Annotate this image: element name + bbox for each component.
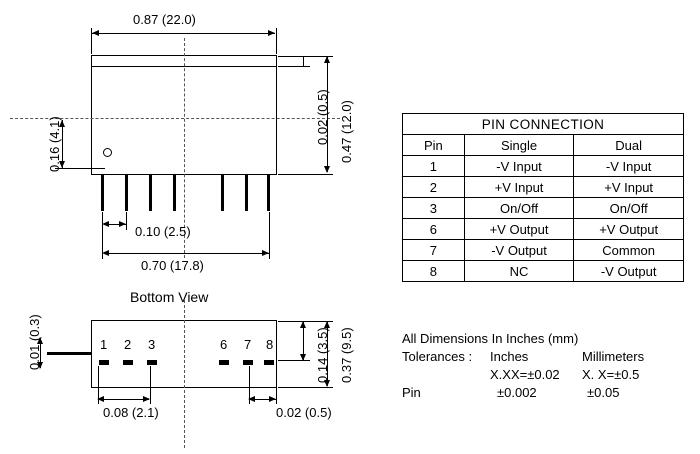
span-ext-left bbox=[102, 212, 103, 259]
bottom-pin-label-3: 3 bbox=[148, 337, 156, 352]
top-width-arrow-right bbox=[268, 30, 275, 36]
pin-thick-arrow-right bbox=[269, 396, 276, 402]
inner-dim-line bbox=[303, 56, 304, 66]
pin-number: 3 bbox=[403, 198, 465, 219]
height-dim-label: 0.47 (12.0) bbox=[339, 100, 354, 163]
pin-single: -V Input bbox=[464, 156, 574, 177]
table-row bbox=[403, 177, 684, 198]
notes-pin-inches-tolerance: ±0.002 bbox=[497, 385, 537, 400]
notes-inches-header: Inches bbox=[490, 349, 529, 364]
top-view-pin-7 bbox=[245, 175, 248, 211]
pin-width-ext-right bbox=[150, 366, 151, 404]
top-width-dim-line bbox=[92, 33, 275, 34]
height-dim-ext-top bbox=[278, 56, 333, 57]
pin-dual: On/Off bbox=[574, 198, 684, 219]
bottom-inner-arrow-up bbox=[300, 321, 306, 328]
pin-single: NC bbox=[464, 261, 574, 282]
notes-tolerances-label: Tolerances : bbox=[402, 349, 473, 364]
pin-dual: -V Output bbox=[574, 261, 684, 282]
top-width-dim-label: 0.87 (22.0) bbox=[133, 12, 196, 27]
pin-number: 6 bbox=[403, 219, 465, 240]
bottom-view-pin-1 bbox=[99, 360, 109, 365]
bottom-pin-label-8: 8 bbox=[266, 337, 274, 352]
table-row bbox=[403, 240, 684, 261]
pin-thick-ext-right bbox=[276, 366, 277, 404]
bottom-view-plate bbox=[47, 352, 91, 355]
span-ext-right bbox=[269, 212, 270, 259]
pin-single: +V Output bbox=[464, 219, 574, 240]
inner-dim-ext bbox=[278, 66, 310, 67]
bottom-height-label: 0.37 (9.5) bbox=[339, 327, 354, 383]
bottom-view-pin-7 bbox=[243, 360, 253, 365]
pin-table-col-pin: Pin bbox=[403, 135, 465, 156]
bottom-view-label: Bottom View bbox=[130, 289, 209, 305]
notes-pin-mm-tolerance: ±0.05 bbox=[587, 385, 620, 400]
pin-width-ext-left bbox=[98, 366, 99, 404]
pin-number: 1 bbox=[403, 156, 465, 177]
bottom-view-pin-8 bbox=[264, 360, 274, 365]
pin-dual: Common bbox=[574, 240, 684, 261]
bottom-inner-label: 0.14 (3.5) bbox=[315, 327, 330, 383]
top-width-ext-right bbox=[276, 28, 277, 54]
table-row bbox=[403, 156, 684, 177]
bottom-pin-label-7: 7 bbox=[244, 337, 252, 352]
bottom-height-ext-bottom bbox=[278, 387, 333, 388]
bottom-pin-label-1: 1 bbox=[100, 337, 108, 352]
pitch-arrow-left bbox=[102, 221, 109, 227]
top-view-pin-2 bbox=[125, 175, 128, 211]
notes-mm-header: Millimeters bbox=[582, 349, 645, 364]
notes-line-1: All Dimensions In Inches (mm) bbox=[402, 331, 579, 346]
notes-pin-label: Pin bbox=[402, 385, 421, 400]
pin-thick-ext-left bbox=[249, 366, 250, 404]
plate-thickness-label: 0.01 (0.3) bbox=[27, 314, 42, 370]
left-dim-label: 0.16 (4.1) bbox=[47, 116, 62, 172]
top-view-pin-8 bbox=[267, 175, 270, 211]
top-view-pin-1 bbox=[101, 175, 104, 211]
pin-number: 8 bbox=[403, 261, 465, 282]
table-row bbox=[403, 261, 684, 282]
pin-width-dim-line bbox=[99, 399, 149, 400]
span-dim-label: 0.70 (17.8) bbox=[141, 258, 204, 273]
pin-number: 2 bbox=[403, 177, 465, 198]
table-row bbox=[403, 198, 684, 219]
span-dim-line bbox=[104, 253, 270, 254]
height-dim-arrow-up bbox=[324, 56, 330, 63]
pitch-ext-right bbox=[126, 212, 127, 230]
pin-dual: +V Input bbox=[574, 177, 684, 198]
span-arrow-right bbox=[262, 250, 269, 256]
pin-table-col-dual: Dual bbox=[574, 135, 684, 156]
bottom-inner-ext bbox=[278, 360, 310, 361]
height-dim-ext-bottom bbox=[278, 174, 333, 175]
pin-table-col-single: Single bbox=[464, 135, 574, 156]
pin-thick-label: 0.02 (0.5) bbox=[276, 405, 332, 420]
pin-connection-table bbox=[402, 113, 684, 282]
height-dim-arrow-down bbox=[324, 166, 330, 173]
bottom-pin-label-6: 6 bbox=[220, 337, 228, 352]
pin-width-label: 0.08 (2.1) bbox=[103, 405, 159, 420]
pin-table-title: PIN CONNECTION bbox=[403, 114, 684, 135]
bottom-view-pin-6 bbox=[219, 360, 229, 365]
pin-dual: +V Output bbox=[574, 219, 684, 240]
notes-block bbox=[402, 330, 692, 402]
pin1-indicator-circle bbox=[103, 148, 112, 157]
notes-inches-tolerance: X.XX=±0.02 bbox=[490, 367, 560, 382]
left-dim-ext-bottom bbox=[55, 168, 105, 169]
pin-single: +V Input bbox=[464, 177, 574, 198]
top-width-arrow-left bbox=[92, 30, 99, 36]
top-view-pin-3 bbox=[149, 175, 152, 211]
table-row bbox=[403, 219, 684, 240]
pin-single: On/Off bbox=[464, 198, 574, 219]
bottom-view-pin-3 bbox=[147, 360, 157, 365]
pin-single: -V Output bbox=[464, 240, 574, 261]
top-view-pin-4 bbox=[173, 175, 176, 211]
span-arrow-left bbox=[102, 250, 109, 256]
bottom-view-center-axis bbox=[184, 300, 185, 448]
inner-dim-label: 0.02 (0.5) bbox=[315, 89, 330, 145]
pin-number: 7 bbox=[403, 240, 465, 261]
bottom-view-pin-2 bbox=[123, 360, 133, 365]
bottom-pin-label-2: 2 bbox=[124, 337, 132, 352]
top-view-pin-6 bbox=[221, 175, 224, 211]
pin-dual: -V Input bbox=[574, 156, 684, 177]
notes-mm-tolerance: X. X=±0.5 bbox=[582, 367, 640, 382]
top-width-ext-left bbox=[91, 28, 92, 54]
pin-connection-table-wrap bbox=[402, 113, 684, 282]
pitch-dim-label: 0.10 (2.5) bbox=[135, 224, 191, 239]
pin-width-arrow-right bbox=[143, 396, 150, 402]
